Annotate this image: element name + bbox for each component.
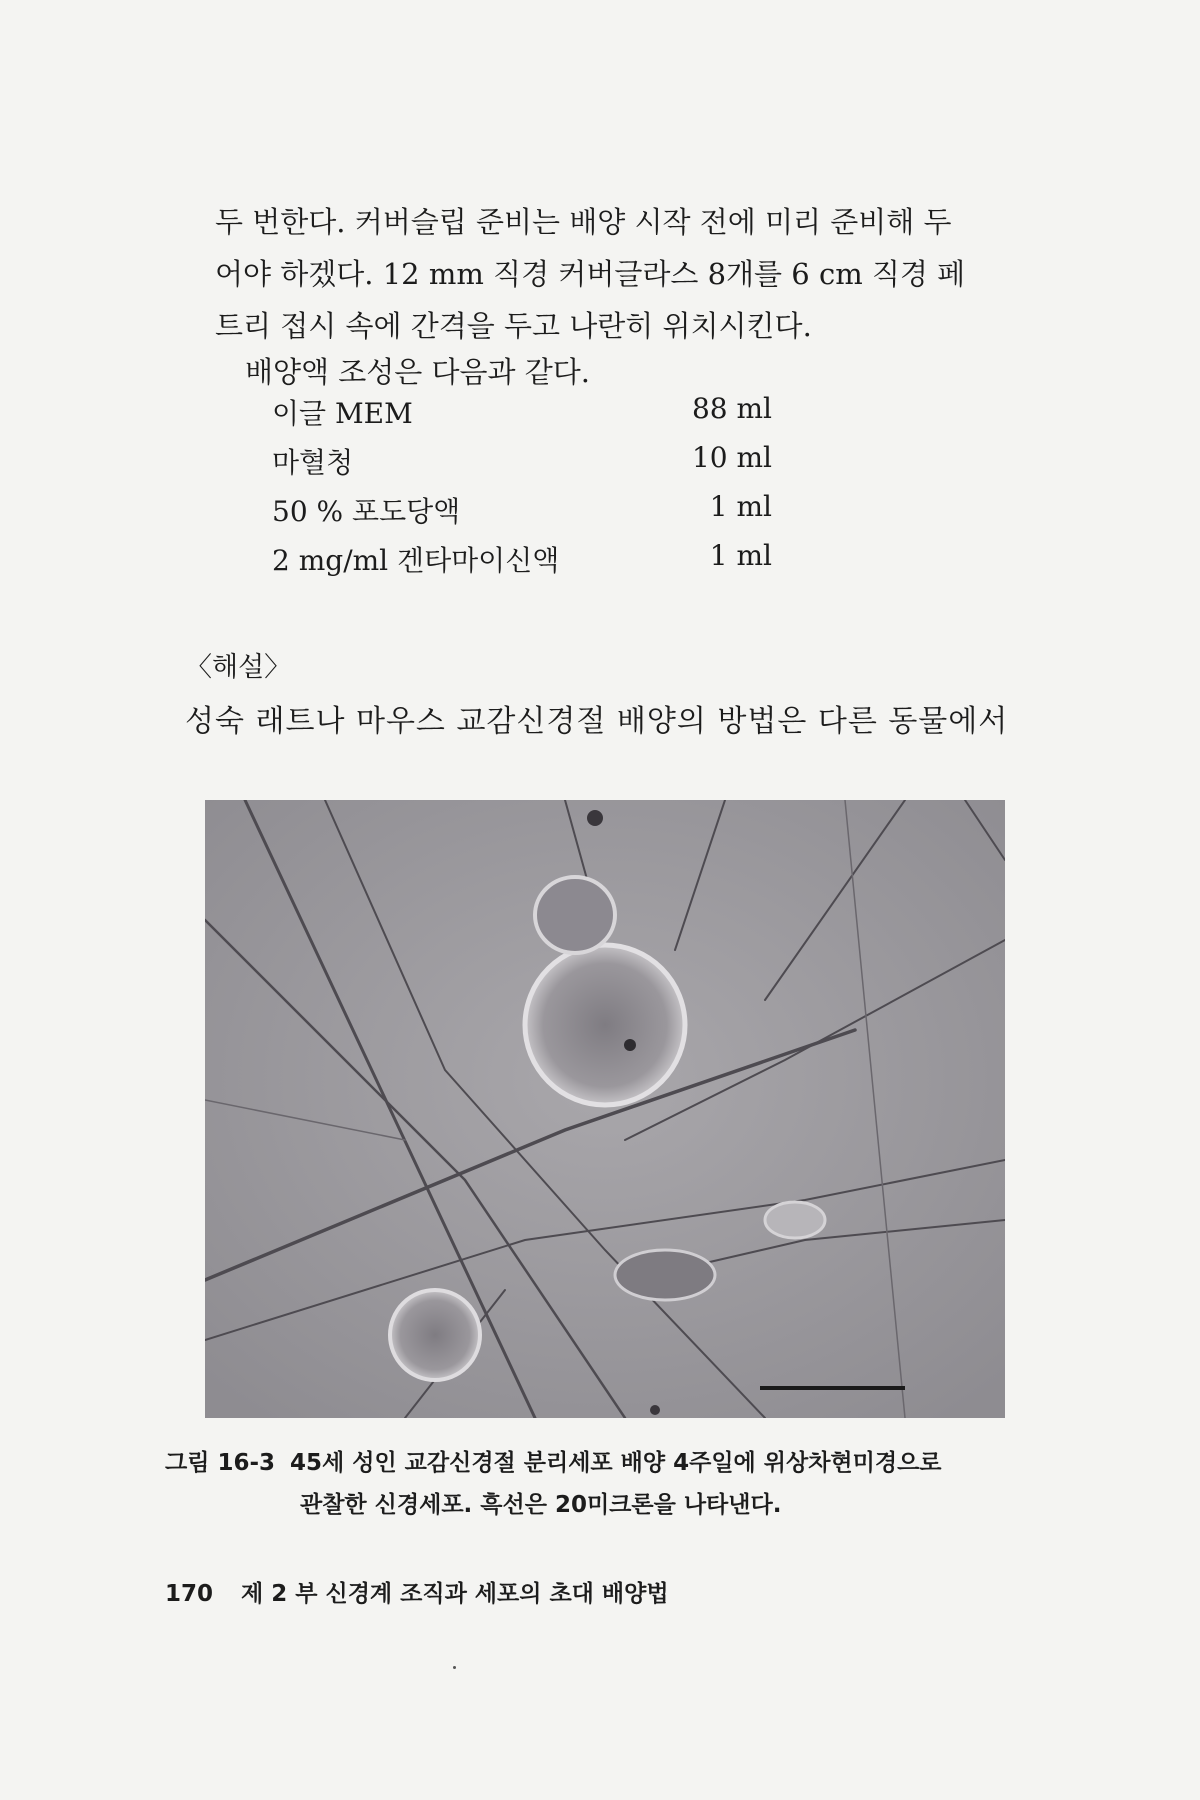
recipe-ingredient: 이글 MEM <box>272 397 413 430</box>
micrograph-figure <box>205 800 1005 1418</box>
text-line: 어야 하겠다. 12 mm 직경 커버글라스 8개를 6 cm 직경 페 <box>215 257 966 291</box>
page-footer <box>165 1575 669 1608</box>
page-speck <box>453 1666 456 1669</box>
recipe-amount: 88 ml <box>691 392 772 425</box>
medium-intro: 배양액 조성은 다음과 같다. <box>245 355 591 389</box>
recipe-amount: 1 ml <box>709 490 772 523</box>
commentary-heading: 〈해설〉 <box>185 652 292 683</box>
recipe-item <box>272 392 772 441</box>
text-line: 두 번한다. 커버슬립 준비는 배양 시작 전에 미리 준비해 두 <box>215 205 952 239</box>
recipe-amount: 1 ml <box>709 539 772 572</box>
commentary-lead: 성숙 래트나 마우스 교감신경절 배양의 방법은 다른 동물에서 <box>185 704 1009 739</box>
recipe-ingredient: 50 % 포도당액 <box>272 495 461 528</box>
caption-line: 45세 성인 교감신경절 분리세포 배양 4주일에 위상차현미경으로 <box>290 1450 942 1476</box>
figure-label: 그림 16-3 <box>165 1450 275 1476</box>
recipe-ingredient: 마혈청 <box>272 446 354 479</box>
text-line: 트리 접시 속에 간격을 두고 나란히 위치시킨다. <box>215 309 812 343</box>
running-title: 제 2 부 신경계 조직과 세포의 초대 배양법 <box>241 1581 669 1607</box>
figure-caption <box>165 1442 1045 1526</box>
micrograph-image <box>205 800 1005 1418</box>
medium-recipe-list <box>272 392 772 588</box>
caption-line: 관찰한 신경세포. 흑선은 20미크론을 나타낸다. <box>300 1492 782 1518</box>
body-paragraph <box>215 196 1045 352</box>
recipe-item <box>272 490 772 539</box>
recipe-amount: 10 ml <box>691 441 772 474</box>
recipe-ingredient: 2 mg/ml 겐타마이신액 <box>272 544 560 577</box>
recipe-item <box>272 441 772 490</box>
page-number: 170 <box>165 1581 214 1607</box>
recipe-item <box>272 539 772 588</box>
